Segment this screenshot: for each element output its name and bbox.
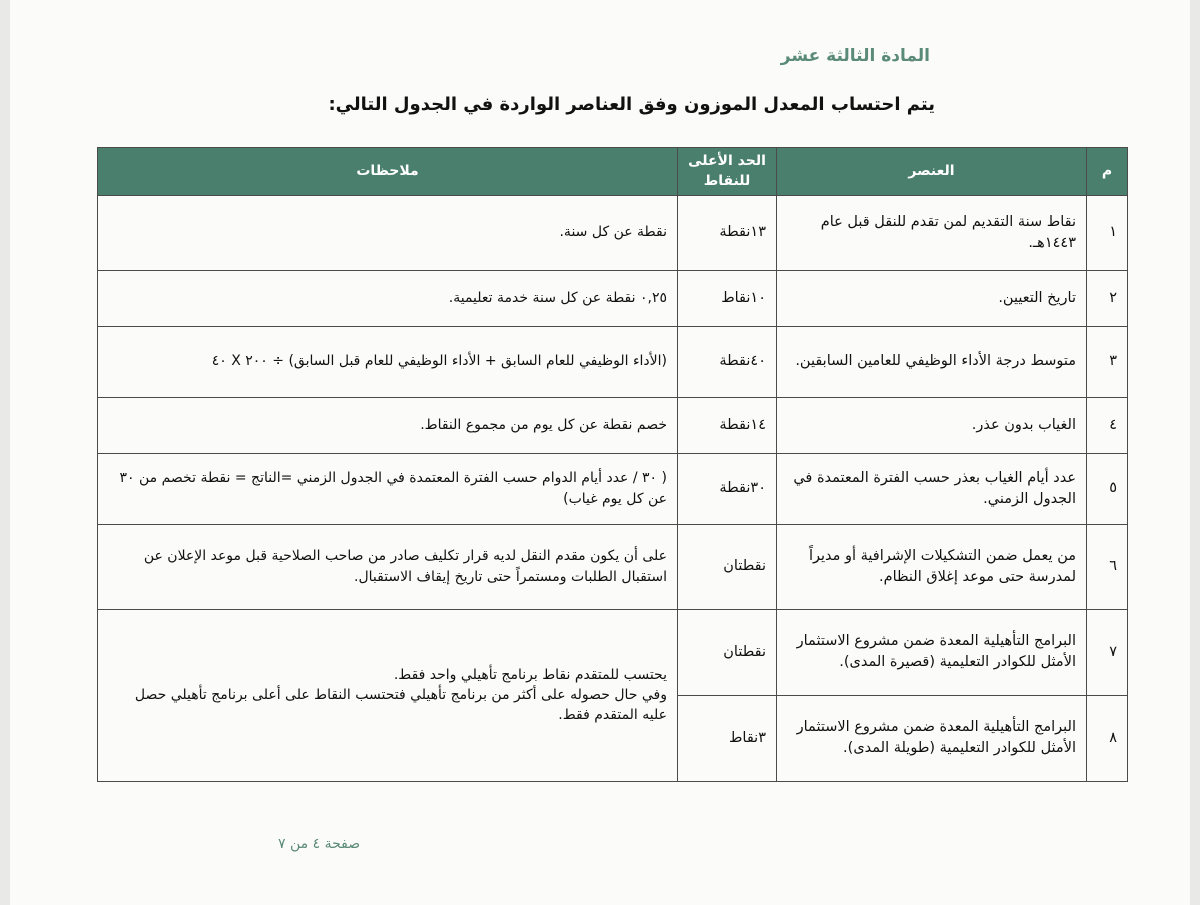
row-num: ١ bbox=[1087, 195, 1128, 270]
row-num: ٦ bbox=[1087, 524, 1128, 609]
row-notes: (الأداء الوظيفي للعام السابق + الأداء الوظيفي للعام قبل السابق) ÷ ٢٠٠ X ٤٠ bbox=[98, 326, 678, 397]
table-row bbox=[98, 397, 1128, 453]
row-points: ١٤نقطة bbox=[678, 397, 777, 453]
table-row bbox=[98, 326, 1128, 397]
row-points: ١٣نقطة bbox=[678, 195, 777, 270]
document-page bbox=[10, 0, 1190, 905]
header-notes: ملاحظات bbox=[98, 148, 678, 196]
page-number: صفحة ٤ من ٧ bbox=[278, 836, 361, 852]
row-notes: ٠,٢٥ نقطة عن كل سنة خدمة تعليمية. bbox=[98, 270, 678, 326]
header-max-points: الحد الأعلى للنقاط bbox=[678, 148, 777, 196]
header-element: العنصر bbox=[777, 148, 1087, 196]
row-element: البرامج التأهيلية المعدة ضمن مشروع الاستثمار الأمثل للكوادر التعليمية (طويلة المدى). bbox=[777, 695, 1087, 781]
table-header-row bbox=[98, 148, 1128, 196]
row-element: متوسط درجة الأداء الوظيفي للعامين السابقين. bbox=[777, 326, 1087, 397]
row-element: الغياب بدون عذر. bbox=[777, 397, 1087, 453]
row-num: ٢ bbox=[1087, 270, 1128, 326]
row-points: نقطتان bbox=[678, 609, 777, 695]
table-row bbox=[98, 195, 1128, 270]
merged-notes-cell bbox=[98, 609, 678, 781]
row-num: ٣ bbox=[1087, 326, 1128, 397]
intro-text: يتم احتساب المعدل الموزون وفق العناصر الواردة في الجدول التالي: bbox=[328, 94, 935, 115]
row-element: عدد أيام الغياب بعذر حسب الفترة المعتمدة في الجدول الزمني. bbox=[777, 453, 1087, 524]
table-row bbox=[98, 453, 1128, 524]
row-num: ٧ bbox=[1087, 609, 1128, 695]
row-notes: نقطة عن كل سنة. bbox=[98, 195, 678, 270]
table-row bbox=[98, 609, 1128, 695]
row-num: ٨ bbox=[1087, 695, 1128, 781]
row-num: ٥ bbox=[1087, 453, 1128, 524]
row-points: ٣٠نقطة bbox=[678, 453, 777, 524]
row-num: ٤ bbox=[1087, 397, 1128, 453]
row-notes: ( ٣٠ / عدد أيام الدوام حسب الفترة المعتمدة في الجدول الزمني =الناتج = نقطة تخصم من ٣٠ عن كل يوم غياب) bbox=[98, 453, 678, 524]
article-title: المادة الثالثة عشر bbox=[780, 46, 930, 66]
row-points: ١٠نقاط bbox=[678, 270, 777, 326]
row-notes: على أن يكون مقدم النقل لديه قرار تكليف صادر من صاحب الصلاحية قبل موعد الإعلان عن استقبال الطلبات ومستمراً حتى تاريخ إيقاف الاستقبال. bbox=[98, 524, 678, 609]
merged-notes-line2: وفي حال حصوله على أكثر من برنامج تأهيلي فتحتسب النقاط على أعلى برنامج تأهيلي حصل عليه المتقدم فقط. bbox=[134, 686, 667, 724]
row-points: نقطتان bbox=[678, 524, 777, 609]
merged-notes-line1: يحتسب للمتقدم نقاط برنامج تأهيلي واحد فقط. bbox=[393, 666, 667, 683]
row-element: تاريخ التعيين. bbox=[777, 270, 1087, 326]
row-points: ٤٠نقطة bbox=[678, 326, 777, 397]
row-element: نقاط سنة التقديم لمن تقدم للنقل قبل عام ١٤٤٣هـ. bbox=[777, 195, 1087, 270]
table-row bbox=[98, 270, 1128, 326]
row-element: من يعمل ضمن التشكيلات الإشرافية أو مديراً لمدرسة حتى موعد إغلاق النظام. bbox=[777, 524, 1087, 609]
points-table bbox=[97, 147, 1128, 782]
header-num: م bbox=[1087, 148, 1128, 196]
table-row bbox=[98, 524, 1128, 609]
row-notes: خصم نقطة عن كل يوم من مجموع النقاط. bbox=[98, 397, 678, 453]
row-element: البرامج التأهيلية المعدة ضمن مشروع الاستثمار الأمثل للكوادر التعليمية (قصيرة المدى). bbox=[777, 609, 1087, 695]
row-points: ٣نقاط bbox=[678, 695, 777, 781]
